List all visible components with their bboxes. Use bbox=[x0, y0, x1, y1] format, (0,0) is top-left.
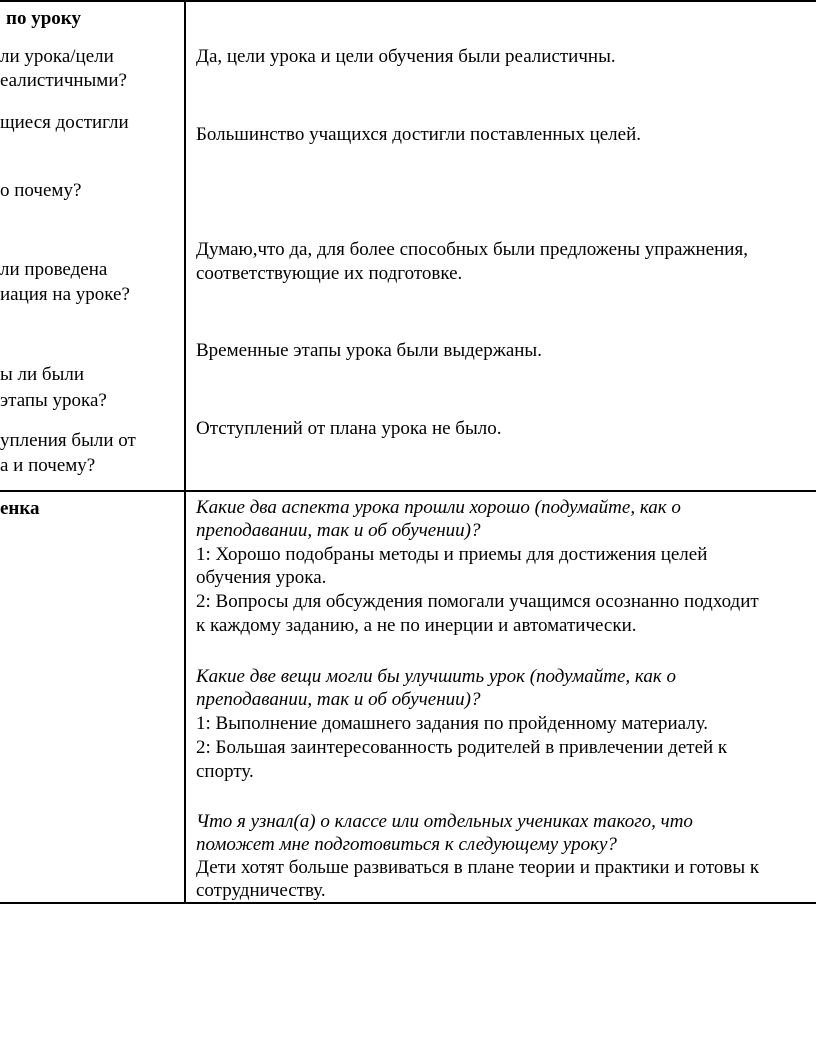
improvement-1: 1: Выполнение домашнего задания по пройденному материалу. bbox=[196, 713, 709, 734]
answer-differentiation-line1: Думаю,что да, для более способных были предложены упражнения, bbox=[196, 239, 748, 260]
good-aspect-2-line2: к каждому заданию, а не по инерции и автоматически. bbox=[196, 615, 637, 636]
good-aspect-1-line2: обучения урока. bbox=[196, 567, 327, 588]
learned-answer-line2: сотрудничеству. bbox=[196, 880, 326, 901]
prompt-improvements-line2: преподавании, так и об обучении)? bbox=[196, 689, 481, 710]
section-heading-lesson: по уроку bbox=[6, 8, 81, 29]
question-achieved-line1: щиеся достигли bbox=[0, 112, 129, 133]
question-differentiation-line2: иация на уроке? bbox=[0, 284, 130, 305]
prompt-learned-line1: Что я узнал(а) о классе или отдельных учениках такого, что bbox=[196, 811, 693, 832]
prompt-learned-line2: поможет мне подготовиться к следующему уроку? bbox=[196, 834, 617, 855]
section-heading-assessment: енка bbox=[0, 498, 40, 519]
learned-answer-line1: Дети хотят больше развиваться в плане теории и практики и готовы к bbox=[196, 857, 760, 878]
good-aspect-2-line1: 2: Вопросы для обсуждения помогали учащимся осознанно подходит bbox=[196, 591, 759, 612]
answer-differentiation-line2: соответствующие их подготовке. bbox=[196, 263, 463, 284]
question-timing-line1: ы ли были bbox=[0, 364, 84, 385]
table-row-divider bbox=[0, 490, 816, 492]
improvement-2-line2: спорту. bbox=[196, 761, 254, 782]
table-top-border bbox=[0, 0, 816, 2]
question-why-line1: о почему? bbox=[0, 180, 82, 201]
prompt-good-aspects-line2: преподавании, так и об обучении)? bbox=[196, 520, 481, 541]
question-differentiation-line1: ли проведена bbox=[0, 259, 108, 280]
answer-goals: Да, цели урока и цели обучения были реалистичны. bbox=[196, 46, 616, 67]
question-goals-line1: ли урока/цели bbox=[0, 46, 114, 67]
answer-timing: Временные этапы урока были выдержаны. bbox=[196, 340, 542, 361]
answer-achieved: Большинство учащихся достигли поставленных целей. bbox=[196, 124, 641, 145]
answer-deviation: Отступлений от плана урока не было. bbox=[196, 418, 502, 439]
good-aspect-1-line1: 1: Хорошо подобраны методы и приемы для достижения целей bbox=[196, 544, 708, 565]
table-bottom-border bbox=[0, 902, 816, 904]
table-column-divider bbox=[184, 0, 186, 904]
question-deviation-line1: упления были от bbox=[0, 430, 136, 451]
improvement-2-line1: 2: Большая заинтересованность родителей в привлечении детей к bbox=[196, 737, 728, 758]
question-timing-line2: этапы урока? bbox=[0, 390, 107, 411]
question-deviation-line2: а и почему? bbox=[0, 455, 96, 476]
question-goals-line2: еалистичными? bbox=[0, 70, 127, 91]
prompt-good-aspects-line1: Какие два аспекта урока прошли хорошо (подумайте, как о bbox=[196, 497, 681, 518]
prompt-improvements-line1: Какие две вещи могли бы улучшить урок (подумайте, как о bbox=[196, 666, 676, 687]
